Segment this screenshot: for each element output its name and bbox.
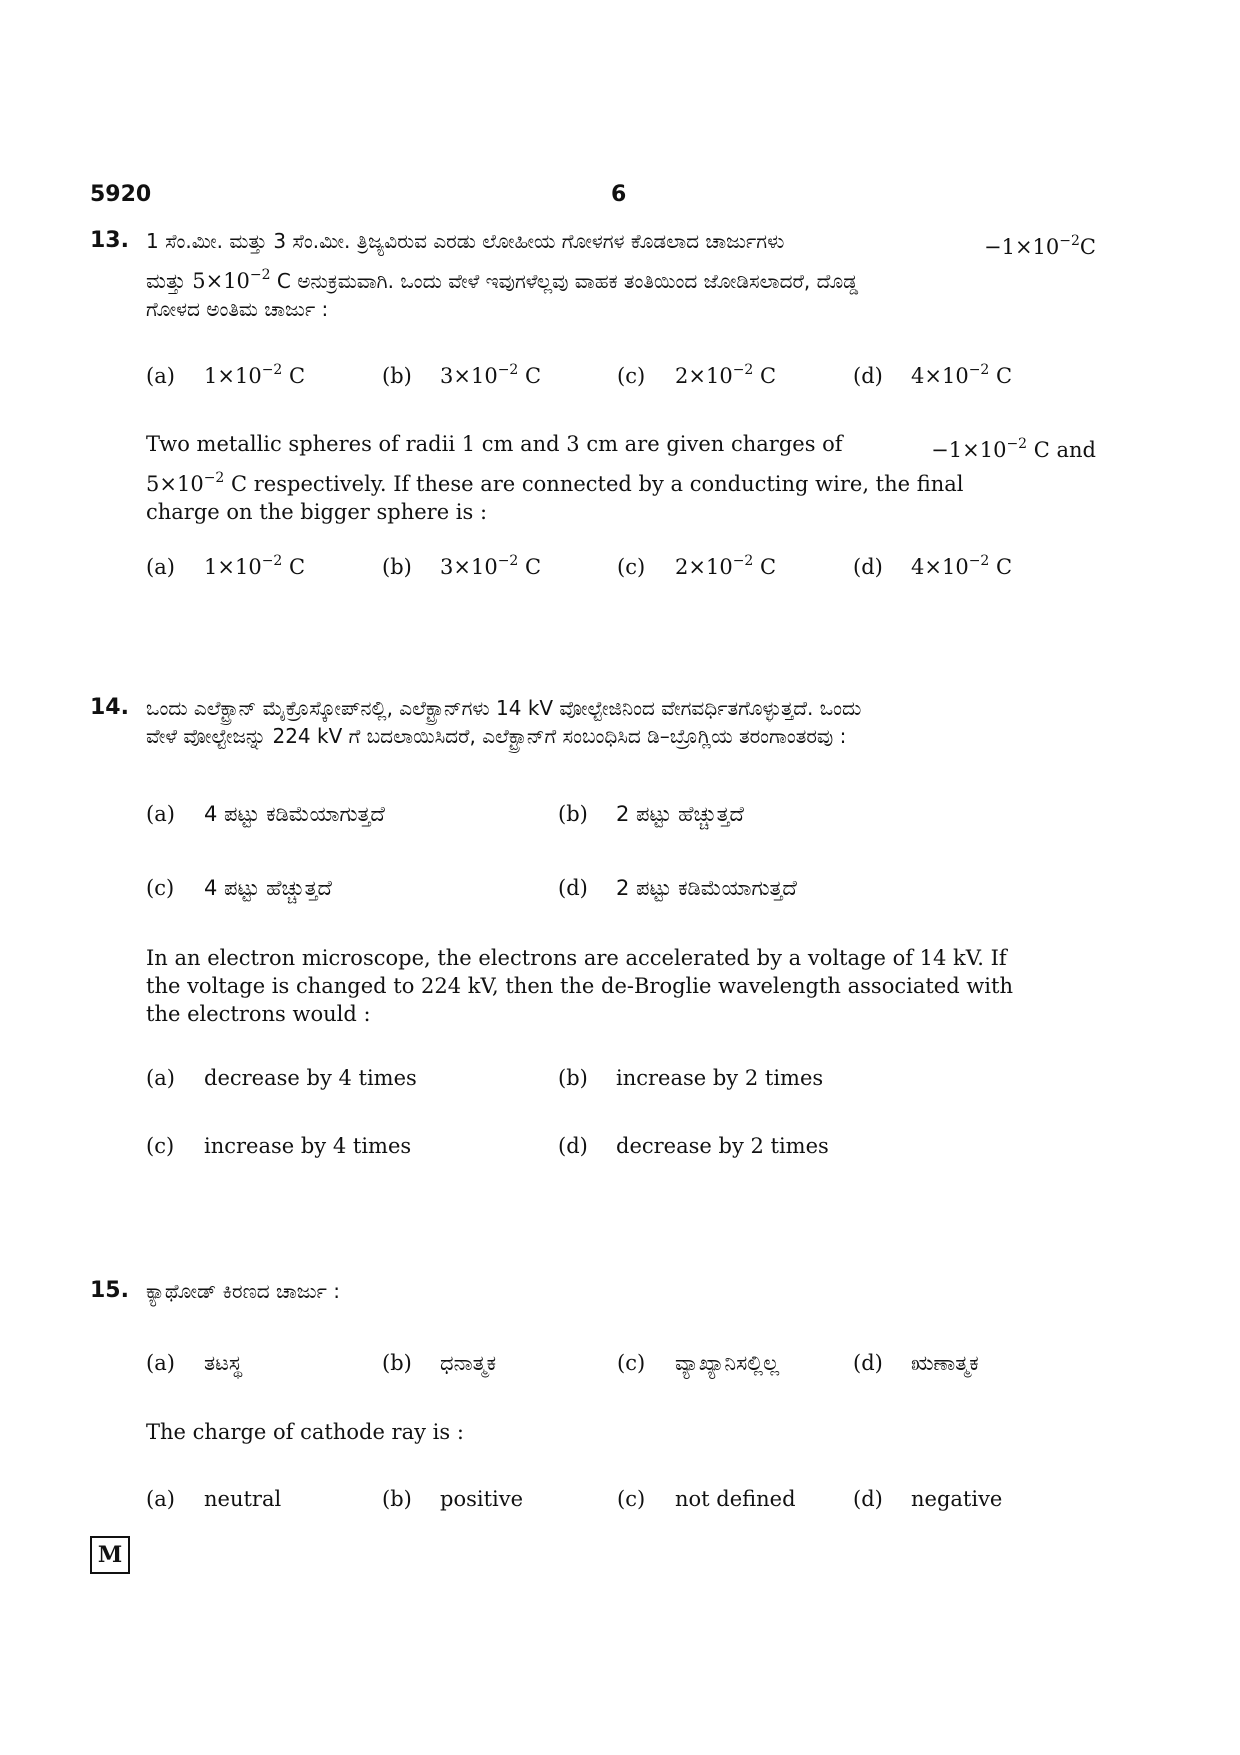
q13-en-option-d[interactable]: (d) $4\times 10^{-2}$ C: [853, 553, 1013, 579]
q13-en-option-a[interactable]: (a) $1\times 10^{-2}$ C: [146, 553, 306, 579]
q15-en-option-a[interactable]: (a) neutral: [146, 1487, 282, 1511]
q15-en-line1: The charge of cathode ray is :: [146, 1420, 464, 1444]
q15-en-option-d[interactable]: (d) negative: [853, 1487, 1003, 1511]
q13-kn-charge1: $-1\times 10^{-2}C$: [984, 233, 1096, 259]
q14-kn-option-b[interactable]: (b) 2 ಪಟ್ಟು ಹೆಚ್ಚುತ್ತದೆ: [558, 802, 744, 826]
q15-kn-line1: ಕ್ಯಾಥೋಡ್ ಕಿರಣದ ಚಾರ್ಜು :: [146, 1279, 341, 1303]
q15-kn-option-a[interactable]: (a) ತಟಸ್ಥ: [146, 1351, 243, 1375]
q14-en-line3: the electrons would :: [146, 1002, 371, 1026]
q14-kn-option-c[interactable]: (c) 4 ಪಟ್ಟು ಹೆಚ್ಚುತ್ತದೆ: [146, 876, 332, 900]
paper-code: 5920: [90, 182, 152, 207]
q14-en-line1: In an electron microscope, the electrons are accelerated by a voltage of 14 kV. If: [146, 946, 1007, 970]
q13-english-text: [146, 430, 1096, 526]
q13-kn-option-c[interactable]: (c) $2\times 10^{-2}$ C: [617, 362, 777, 388]
q14-english-text: [146, 944, 1096, 1028]
q14-kn-option-a[interactable]: (a) 4 ಪಟ್ಟು ಕಡಿಮೆಯಾಗುತ್ತದೆ: [146, 802, 385, 826]
q14-en-option-d[interactable]: (d) decrease by 2 times: [558, 1134, 829, 1158]
q13-kn-line3: ಗೋಳದ ಅಂತಿಮ ಚಾರ್ಜು :: [146, 297, 329, 321]
medium-mark-box: M: [90, 1536, 130, 1574]
q15-kn-option-c[interactable]: (c) ವ್ಯಾಖ್ಯಾನಿಸಲ್ಲಿಲ್ಲ: [617, 1351, 780, 1375]
q13-kn-line1: 1 ಸೆಂ.ಮೀ. ಮತ್ತು 3 ಸೆಂ.ಮೀ. ತ್ರಿಜ್ಯವಿರುವ ಎರಡು ಲೋಹೀಯ ಗೋಳಗಳ ಕೊಡಲಾದ ಚಾರ್ಜುಗಳು: [146, 229, 785, 253]
q13-kn-line2: ಮತ್ತು $5\times 10^{-2}$ C ಅನುಕ್ರಮವಾಗಿ. ಒಂದು ವೇಳೆ ಇವುಗಳೆಲ್ಲವು ವಾಹಕ ತಂತಿಯಿಂದ ಜೋಡಿಸಲಾದರೆ, ದೊಡ್ಡ: [146, 267, 859, 293]
q14-kn-line2: ವೇಳೆ ವೋಲ್ಟೇಜನ್ನು 224 kV ಗೆ ಬದಲಾಯಿಸಿದರೆ, ಎಲೆಕ್ಟ್ರಾನ್‌ಗೆ ಸಂಬಂಧಿಸಿದ ಡಿ–ಬ್ರೊಗ್ಲಿಯ ತರಂಗಾಂತರವು :: [146, 724, 847, 748]
q13-kn-option-b[interactable]: (b) $3\times 10^{-2}$ C: [382, 362, 542, 388]
q14-en-option-b[interactable]: (b) increase by 2 times: [558, 1066, 824, 1090]
page-number: 6: [611, 182, 627, 207]
q14-en-option-a[interactable]: (a) decrease by 4 times: [146, 1066, 417, 1090]
q13-en-option-c[interactable]: (c) $2\times 10^{-2}$ C: [617, 553, 777, 579]
q15-en-option-c[interactable]: (c) not defined: [617, 1487, 796, 1511]
question-15-number: 15.: [90, 1278, 129, 1303]
q13-kannada-text: [146, 227, 1096, 323]
q13-en-line3: charge on the bigger sphere is :: [146, 500, 488, 524]
q14-kannada-text: [146, 694, 1096, 750]
q13-kn-option-a[interactable]: (a) $1\times 10^{-2}$ C: [146, 362, 306, 388]
q13-en-line1: Two metallic spheres of radii 1 cm and 3 cm are given charges of $-1\times 10^{-2}$ C and: [146, 432, 1096, 462]
q15-kn-option-b[interactable]: (b) ಧನಾತ್ಮಕ: [382, 1351, 497, 1375]
q14-en-option-c[interactable]: (c) increase by 4 times: [146, 1134, 412, 1158]
q14-kn-option-d[interactable]: (d) 2 ಪಟ್ಟು ಕಡಿಮೆಯಾಗುತ್ತದೆ: [558, 876, 797, 900]
q14-kn-line1: ಒಂದು ಎಲೆಕ್ಟ್ರಾನ್ ಮೈಕ್ರೊಸ್ಕೋಪ್‌ನಲ್ಲಿ, ಎಲೆಕ್ಟ್ರಾನ್‌ಗಳು 14 kV ವೋಲ್ಟೇಜಿನಿಂದ ವೇಗವರ್ಧಿತಗೊಳ್ಳುತ್ತದೆ. ಒಂದು: [146, 696, 862, 720]
q13-en-option-b[interactable]: (b) $3\times 10^{-2}$ C: [382, 553, 542, 579]
question-13-number: 13.: [90, 228, 129, 253]
q14-en-line2: the voltage is changed to 224 kV, then the de-Broglie wavelength associated with: [146, 974, 1013, 998]
question-14-number: 14.: [90, 695, 129, 720]
q13-en-line2: $5\times 10^{-2}$ C respectively. If these are connected by a conducting wire, the final: [146, 470, 964, 496]
q15-kn-option-d[interactable]: (d) ಋಣಾತ್ಮಕ: [853, 1351, 979, 1375]
q13-kn-option-d[interactable]: (d) $4\times 10^{-2}$ C: [853, 362, 1013, 388]
q15-en-option-b[interactable]: (b) positive: [382, 1487, 524, 1511]
